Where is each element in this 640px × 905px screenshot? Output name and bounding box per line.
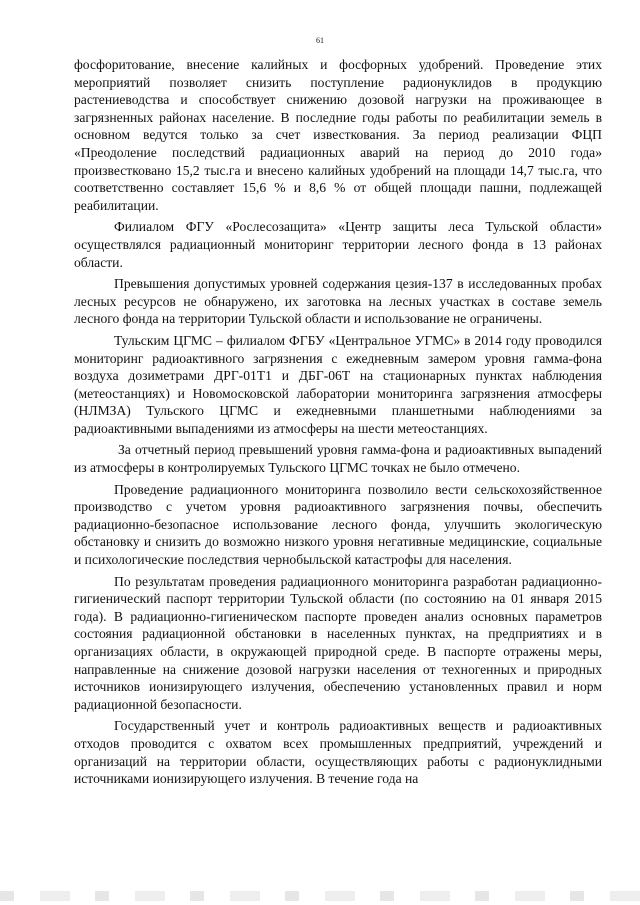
paragraph-reclamation: фосфоритование, внесение калийных и фосфорных удобрений. Проведение этих мероприятий позволяет снизить поступление радионуклидов в продукцию растениеводства и способствует снижению дозовой нагрузки на проживающее в загрязненных районах население. В последние годы работы по реабилитации земель в основном ведутся только за счет известкования. За период реализации ФЦП «Преодоление последствий радиационных аварий на период до 2010 года» произвестковано 15,2 тыс.га и внесено калийных удобрений на площади 14,7 тыс.га, что соответственно составляет 15,6 % и 8,6 % от общей площади пашни, подлежащей реабилитации. <box>74 57 602 213</box>
page-number: 61 <box>316 36 324 45</box>
paragraph-forest-protection: Филиалом ФГУ «Рослесозащита» «Центр защиты леса Тульской области» осуществлялся радиационный мониторинг территории лесного фонда в 13 районах области. <box>74 219 602 270</box>
paragraph-monitoring-results: Проведение радиационного мониторинга позволило вести сельскохозяйственное производство с учетом уровня радиоактивного загрязнения почвы, обеспечить радиационно-безопасное использование лесного фонда, улучшить экологическую обстановку и снизить до возможно низкого уровня негативные медицинские, социальные и психологические последствия чернобыльской катастрофы для населения. <box>74 481 602 568</box>
paragraph-hygienic-passport: По результатам проведения радиационного мониторинга разработан радиационно-гигиенический паспорт территории Тульской области (по состоянию на 01 января 2015 года). В радиационно-гигиеническом паспорте проведен анализ основных параметров состояния радиационной обстановки в населенных пунктах, на предприятиях и в организациях области, в окружающей природной среде. В паспорте отражены меры, направленные на снижение дозовой нагрузки населения от техногенных и природных источников ионизирующего излучения, обеспечению установленных правил и норм радиационной безопасности. <box>74 573 602 712</box>
scan-edge-artifact <box>0 891 640 901</box>
paragraph-no-exceedance: За отчетный период превышений уровня гамма-фона и радиоактивных выпадений из атмосферы в контролируемых Тульского ЦГМС точках не было отмечено. <box>74 442 602 476</box>
paragraph-cgms-monitoring: Тульским ЦГМС – филиалом ФГБУ «Центральное УГМС» в 2014 году проводился мониторинг радиоактивного загрязнения с ежедневным замером уровня гамма-фона воздуха дозиметрами ДРГ-01Т1 и ДБГ-06Т на стационарных пунктах наблюдения (метеостанциях) и Новомосковской лаборатории мониторинга загрязнения атмосферы (НЛМЗА) Тульского ЦГМС и ежедневными планшетными наблюдениями за радиоактивными выпадениями из атмосферы на шести метеостанциях. <box>74 332 602 436</box>
paragraph-cesium-levels: Превышения допустимых уровней содержания цезия-137 в исследованных пробах лесных ресурсов не обнаружено, их заготовка на лесных участках в составе земель лесного фонда на территории Тульской области и использование не ограничены. <box>74 276 602 327</box>
document-body <box>74 56 602 792</box>
paragraph-state-accounting: Государственный учет и контроль радиоактивных веществ и радиоактивных отходов проводится с охватом всех промышленных предприятий, учреждений и организаций на территории области, осуществляющих работы с радионуклидными источниками ионизирующего излучения. В течение года на <box>74 718 602 787</box>
